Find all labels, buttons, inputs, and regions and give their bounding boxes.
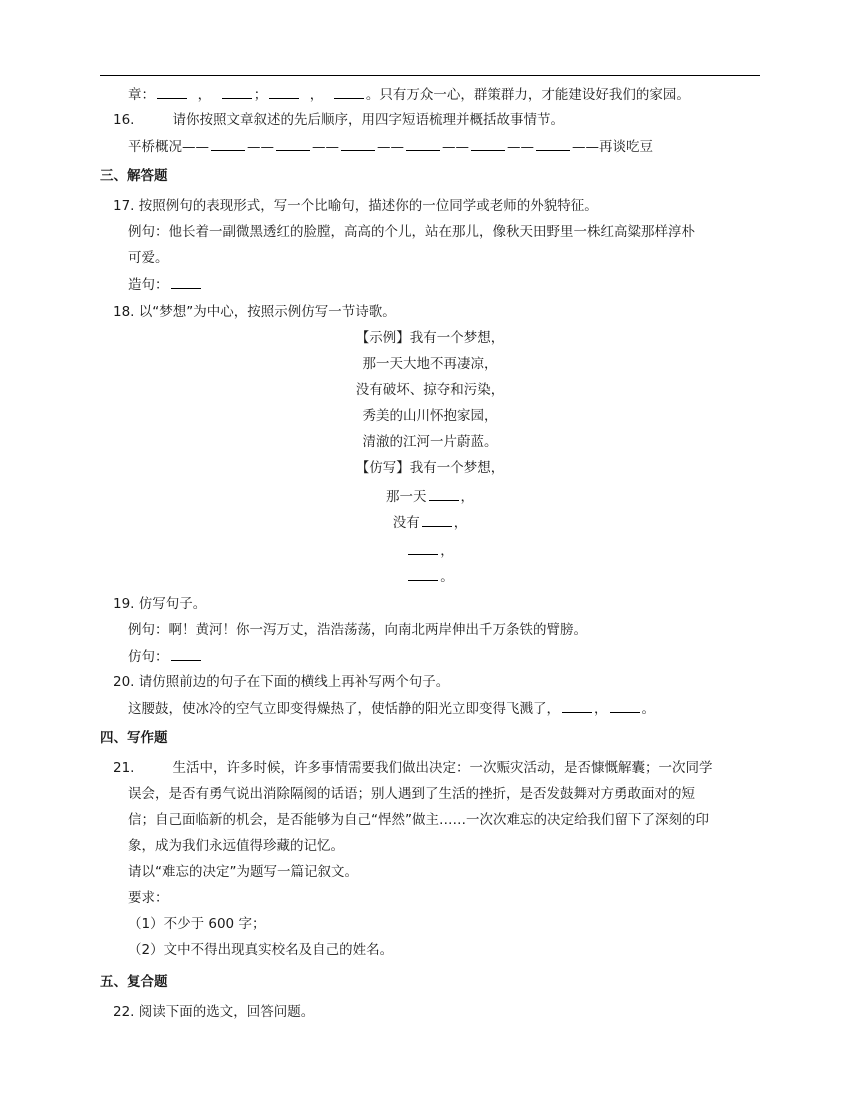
- dash: ——: [572, 139, 599, 155]
- q21-requirement-2: （2）文中不得出现真实校名及自己的姓名。: [128, 942, 394, 958]
- q21-paragraph-4: 象，成为我们永远值得珍藏的记忆。: [128, 838, 344, 854]
- answer-blank[interactable]: [610, 698, 640, 713]
- answer-blank[interactable]: [422, 512, 452, 527]
- q15-tail-line: [128, 84, 690, 105]
- question-number: 19.: [113, 596, 135, 612]
- punct: 。: [641, 701, 655, 717]
- question-number: 21.: [113, 760, 135, 776]
- q19-question: [113, 594, 206, 614]
- poem-fill-line: [0, 566, 860, 587]
- answer-blank[interactable]: [222, 84, 252, 99]
- answer-blank[interactable]: [171, 274, 201, 289]
- q18-question: [113, 302, 396, 322]
- plot-end: 再谈吃豆: [599, 139, 653, 155]
- dash: ——: [247, 139, 274, 155]
- question-number: 20.: [113, 674, 135, 690]
- question-number: 18.: [113, 304, 135, 320]
- poem-line: 【示例】我有一个梦想，: [355, 330, 505, 346]
- question-number: 17.: [113, 198, 135, 214]
- poem-prefix: 没有: [392, 515, 420, 531]
- q21-prompt: 请以“难忘的决定”为题写一篇记叙文。: [128, 864, 358, 880]
- section-title-3: 三、解答题: [100, 168, 168, 184]
- poem-fill-line: [0, 512, 860, 533]
- poem-line: 没有破坏、掠夺和污染，: [355, 382, 505, 398]
- answer-blank[interactable]: [341, 136, 375, 151]
- sentence: 这腰鼓，使冰冷的空气立即变得燥热了，使恬静的阳光立即变得飞溅了，: [128, 701, 560, 717]
- answer-blank[interactable]: [408, 540, 438, 555]
- q21-paragraph-2: 误会，是否有勇气说出消除隔阂的话语；别人遇到了生活的挫折，是否发鼓舞对方勇敢面对的短: [128, 786, 695, 802]
- poem-line: 【仿写】我有一个梦想，: [355, 460, 505, 476]
- answer-blank[interactable]: [171, 646, 201, 661]
- q21-paragraph-1: [113, 758, 712, 778]
- q20-sentence: [128, 698, 655, 719]
- punct: ，: [309, 87, 324, 103]
- question-text: 以“梦想”为中心，按照示例仿写一节诗歌。: [138, 304, 396, 320]
- q21-requirements-label: 要求：: [128, 890, 169, 906]
- answer-blank[interactable]: [211, 136, 245, 151]
- answer-label: 仿句：: [128, 649, 169, 665]
- q22-question: [113, 1002, 314, 1022]
- q17-question: [113, 196, 598, 216]
- q15-prefix: 章：: [128, 87, 155, 103]
- q20-question: [113, 672, 449, 692]
- punct: ，: [453, 515, 468, 531]
- section-title-5: 五、复合题: [100, 974, 168, 990]
- question-text: 按照例句的表现形式，写一个比喻句，描述你的一位同学或老师的外貌特征。: [138, 198, 598, 214]
- q17-example-1: 例句：他长着一副微黑透红的脸膛，高高的个儿，站在那儿，像秋天田野里一株红高粱那样淳朴: [128, 224, 695, 240]
- answer-blank[interactable]: [269, 84, 299, 99]
- answer-blank[interactable]: [562, 698, 592, 713]
- dash: ——: [377, 139, 404, 155]
- q16-plot-line: [128, 136, 653, 157]
- q16-question: [113, 110, 564, 130]
- poem-line: 清澈的江河一片蔚蓝。: [362, 434, 498, 450]
- q21-requirement-1: （1）不少于 600 字；: [128, 916, 266, 932]
- poem-fill-line: [0, 540, 860, 561]
- answer-blank[interactable]: [406, 136, 440, 151]
- answer-blank[interactable]: [276, 136, 310, 151]
- poem-prefix: 那一天: [386, 489, 427, 505]
- answer-blank[interactable]: [429, 486, 459, 501]
- dash: ——: [442, 139, 469, 155]
- q19-example: 例句：啊！黄河！你一泻万丈，浩浩荡荡，向南北两岸伸出千万条铁的臂膀。: [128, 622, 587, 638]
- poem-line: 秀美的山川怀抱家园，: [362, 408, 498, 424]
- answer-blank[interactable]: [334, 84, 364, 99]
- poem-fill-line: [0, 486, 860, 507]
- punct: ，: [460, 489, 474, 505]
- paragraph-text: 生活中，许多时候，许多事情需要我们做出决定：一次赈灾活动，是否慷慨解囊；一次同学: [172, 760, 713, 776]
- poem-line: 那一天大地不再凄凉，: [362, 356, 498, 372]
- answer-blank[interactable]: [471, 136, 505, 151]
- answer-blank[interactable]: [157, 84, 187, 99]
- q15-suffix: 。只有万众一心，群策群力，才能建设好我们的家园。: [365, 87, 690, 103]
- section-title-4: 四、写作题: [100, 730, 168, 746]
- punct: ；: [253, 87, 268, 103]
- question-text: 阅读下面的选文，回答问题。: [138, 1004, 315, 1020]
- question-number: 16.: [113, 112, 135, 128]
- dash: ——: [507, 139, 534, 155]
- q17-answer-line: [128, 274, 203, 295]
- dash: ——: [182, 139, 209, 155]
- question-text: 请你按照文章叙述的先后顺序，用四字短语梳理并概括故事情节。: [172, 112, 564, 128]
- question-text: 请仿照前边的句子在下面的横线上再补写两个句子。: [138, 674, 450, 690]
- punct: ，: [594, 701, 608, 717]
- answer-blank[interactable]: [408, 566, 438, 581]
- punct: 。: [440, 569, 454, 585]
- q21-paragraph-3: 信；自己面临新的机会，是否能够为自己“悍然”做主……一次次难忘的决定给我们留下了深刻的印: [128, 812, 709, 828]
- question-number: 22.: [113, 1004, 135, 1020]
- plot-start: 平桥概况: [128, 139, 182, 155]
- answer-label: 造句：: [128, 277, 169, 293]
- punct: ，: [440, 543, 454, 559]
- q19-answer-line: [128, 646, 203, 667]
- question-text: 仿写句子。: [138, 596, 207, 612]
- top-divider: [100, 75, 760, 76]
- answer-blank[interactable]: [536, 136, 570, 151]
- punct: ，: [197, 87, 212, 103]
- dash: ——: [312, 139, 339, 155]
- q17-example-2: 可爱。: [128, 250, 169, 266]
